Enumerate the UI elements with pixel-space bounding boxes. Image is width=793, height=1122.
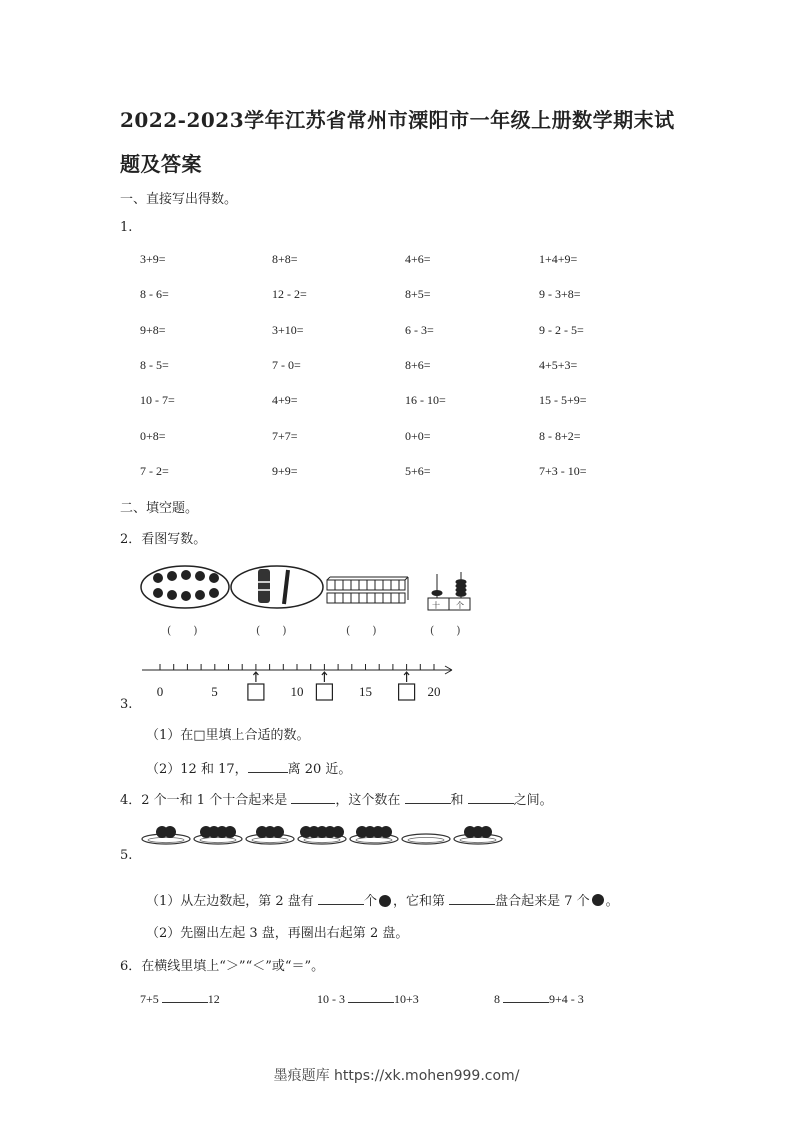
answer-paren-1: ( )	[167, 624, 198, 637]
compare-item-3: 8 9+4 - 3	[494, 988, 584, 1007]
fruit-plate	[142, 826, 190, 844]
calc-item: 3+10=	[272, 323, 304, 337]
fruit-icon	[164, 826, 176, 838]
calc-item: 7 - 0=	[272, 358, 301, 372]
answer-blank[interactable]	[291, 789, 335, 804]
question-3-part-1: （1）在□里填上合适的数。	[146, 728, 310, 743]
calc-item: 0+0=	[405, 429, 431, 443]
fruit-icon	[590, 893, 606, 907]
stick-bundle-oval	[231, 566, 323, 608]
fruit-plate	[194, 826, 242, 844]
answer-paren-2: ( )	[256, 624, 287, 637]
fruit-icon	[377, 893, 393, 907]
stick-bundle-icon	[256, 569, 288, 604]
calc-item: 9+9=	[272, 464, 298, 478]
fruit-plates	[140, 815, 510, 855]
number-line-label: 5	[211, 684, 218, 699]
compare-item-1: 7+5 12	[140, 988, 220, 1007]
calc-item: 4+6=	[405, 252, 431, 266]
answer-box	[316, 684, 332, 700]
calc-item: 8+8=	[272, 252, 298, 266]
number-line-label: 15	[359, 684, 372, 699]
calc-item: 9 - 3+8=	[539, 287, 581, 301]
calc-item: 4+9=	[272, 393, 298, 407]
question-2-prompt: 2．看图写数。	[120, 532, 207, 547]
question-3-label: 3.	[120, 697, 133, 712]
calc-item: 3+9=	[140, 252, 166, 266]
abacus-tens-label: 十	[432, 601, 440, 610]
fruit-plate	[402, 834, 450, 844]
footer-watermark: 墨痕题库 https://xk.mohen999.com/	[273, 1068, 520, 1084]
number-line-label: 20	[427, 684, 441, 699]
number-line-label: 0	[156, 684, 164, 699]
answer-blank[interactable]	[405, 789, 451, 804]
calc-item: 7 - 2=	[140, 464, 169, 478]
question-6-prompt: 6．在横线里填上“＞”“＜”或“＝”。	[120, 959, 325, 974]
question-1-label: 1.	[120, 220, 133, 235]
fruit-plate	[246, 826, 294, 844]
fruit-icon	[224, 826, 236, 838]
answer-blank[interactable]	[503, 988, 549, 1003]
fruit-plate	[454, 826, 502, 844]
answer-blank[interactable]	[468, 789, 514, 804]
apple-icons	[153, 570, 219, 601]
calc-item: 8 - 8+2=	[539, 429, 581, 443]
number-line	[140, 656, 470, 704]
fruit-icon	[380, 826, 392, 838]
calc-item: 15 - 5+9=	[539, 393, 587, 407]
fruit-plate	[350, 826, 398, 844]
page-title-line1: 2022-2023学年江苏省常州市溧阳市一年级上册数学期末试	[120, 108, 675, 132]
answer-paren-4: ( )	[430, 624, 461, 637]
calc-item: 10 - 7=	[140, 393, 175, 407]
calc-item: 8+6=	[405, 358, 431, 372]
calc-item: 7+3 - 10=	[539, 464, 587, 478]
fruit-icon	[480, 826, 492, 838]
cube-rows-icon	[327, 577, 408, 603]
compare-item-2: 10 - 3 10+3	[317, 988, 419, 1007]
calc-item: 5+6=	[405, 464, 431, 478]
calc-item: 4+5+3=	[539, 358, 578, 372]
page-title-line2: 题及答案	[120, 152, 202, 176]
answer-paren-3: ( )	[346, 624, 377, 637]
calc-item: 6 - 3=	[405, 323, 434, 337]
fruit-icon	[272, 826, 284, 838]
calc-item: 8 - 6=	[140, 287, 169, 301]
question-5-part-2: （2）先圈出左起 3 盘，再圈出右起第 2 盘。	[146, 926, 409, 941]
pointer-arrow-icon	[404, 672, 409, 682]
answer-box	[399, 684, 415, 700]
question-5-part-1: （1）从左边数起，第 2 盘有 个 ，它和第 盘合起来是 7 个 。	[146, 890, 619, 909]
number-line-label: 10	[290, 684, 304, 699]
question-4: 4．2 个一和 1 个十合起来是 ，这个数在 和 之间。	[120, 789, 553, 808]
question-5-label: 5.	[120, 848, 133, 863]
section-heading-1: 一、直接写出得数。	[120, 192, 238, 207]
answer-blank[interactable]	[318, 890, 364, 905]
calc-item: 1+4+9=	[539, 252, 578, 266]
abacus-ones-label: 个	[456, 601, 464, 610]
pointer-arrow-icon	[253, 672, 258, 682]
answer-blank[interactable]	[449, 890, 495, 905]
q2-pictures	[130, 560, 490, 615]
calc-item: 8+5=	[405, 287, 431, 301]
calc-item: 7+7=	[272, 429, 298, 443]
answer-blank[interactable]	[162, 988, 208, 1003]
answer-blank[interactable]	[248, 758, 288, 773]
pointer-arrow-icon	[322, 672, 327, 682]
question-3-part-2: （2）12 和 17， 离 20 近。	[146, 758, 351, 777]
calc-item: 12 - 2=	[272, 287, 307, 301]
calc-item: 9 - 2 - 5=	[539, 323, 584, 337]
fruit-plate	[298, 826, 346, 844]
calc-item: 16 - 10=	[405, 393, 446, 407]
calc-item: 8 - 5=	[140, 358, 169, 372]
answer-blank[interactable]	[348, 988, 394, 1003]
section-heading-2: 二、填空题。	[120, 501, 199, 516]
calc-item: 0+8=	[140, 429, 166, 443]
calc-item: 9+8=	[140, 323, 166, 337]
answer-box	[248, 684, 264, 700]
fruit-icon	[332, 826, 344, 838]
